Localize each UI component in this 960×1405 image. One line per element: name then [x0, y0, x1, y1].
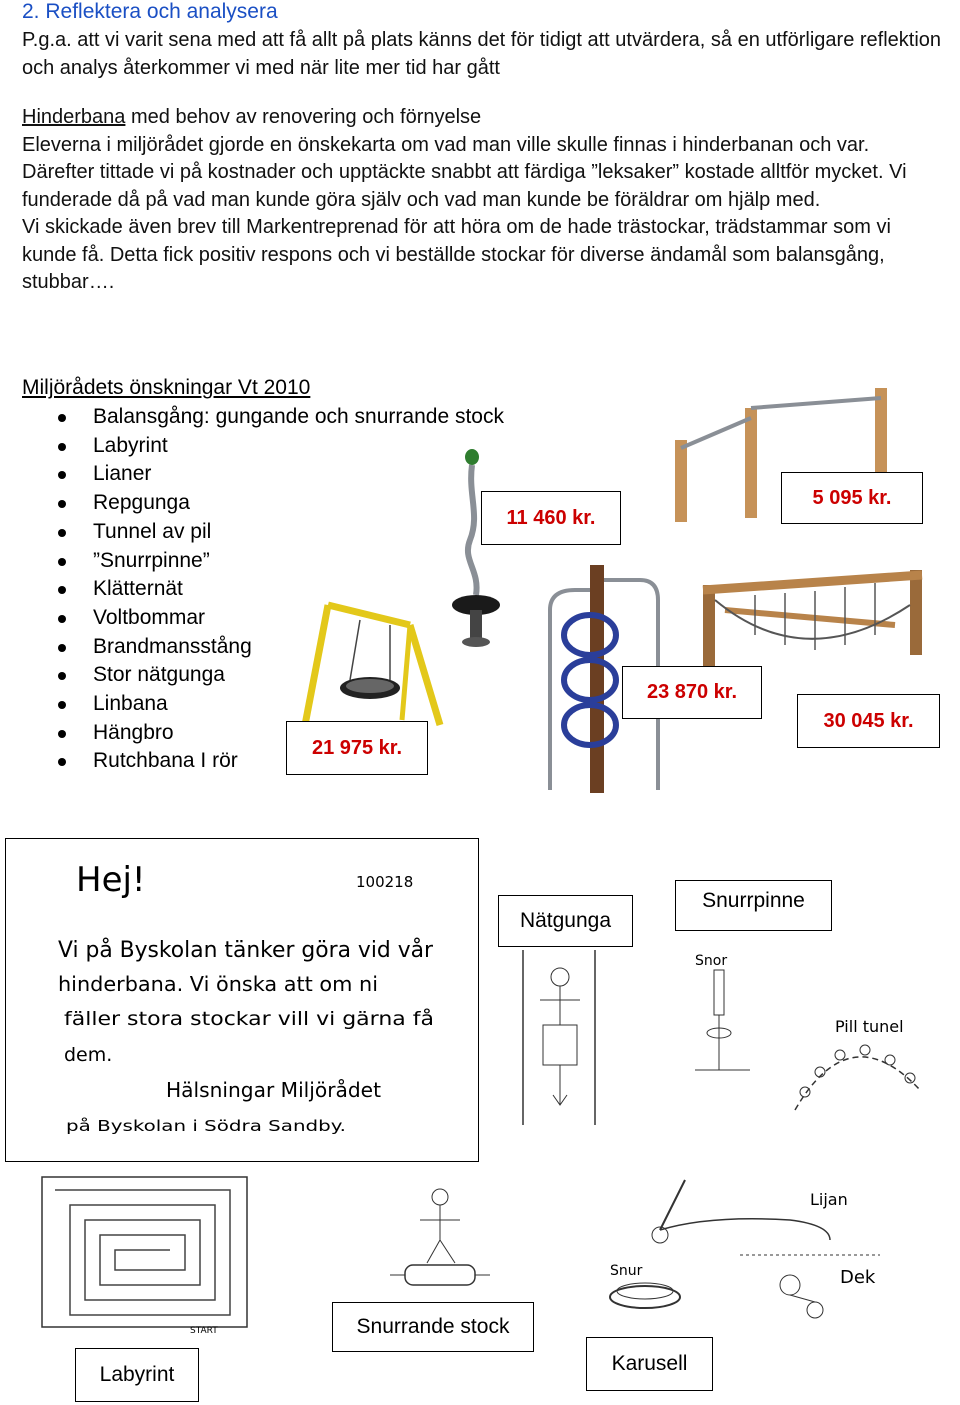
label-snurrande-stock: Snurrande stock	[332, 1302, 534, 1352]
price-tag-bridge: 30 045 kr.	[797, 694, 940, 748]
section-heading: 2. Reflektera och analysera	[22, 0, 278, 23]
price-tag-climbing: 23 870 kr.	[622, 666, 762, 719]
list-item: Klätternät	[55, 575, 504, 604]
snurrpinne-sketch	[690, 945, 760, 1080]
list-item: Rutchbana I rör	[55, 747, 504, 776]
list-item: Voltbommar	[55, 604, 504, 633]
rolling-log-sketch	[385, 1185, 495, 1300]
spinner-product-image	[440, 445, 520, 655]
body-sentence-5: Detta fick positiv respons och vi beställde stockar för diverse ändamål som balansgång, stubbar….	[22, 243, 885, 293]
list-item: Repgunga	[55, 489, 504, 518]
pill-tunnel-sketch	[780, 1010, 930, 1125]
letter-line-2: hinderbana. Vi önska att om ni	[58, 972, 378, 996]
wishlist-title: Miljörådets önskningar Vt 2010	[22, 376, 311, 399]
list-item: Stor nätgunga	[55, 661, 504, 690]
label-karusell: Karusell	[586, 1337, 713, 1391]
body-paragraph-1	[22, 132, 942, 215]
liana-carousel-sketch	[590, 1175, 930, 1335]
list-item: Tunnel av pil	[55, 518, 504, 547]
list-item: Brandmansstång	[55, 633, 504, 662]
body-sentence-4: Vi skickade även brev till Markentreprenad för att höra om de hade trästockar, trädstammar som vi kunde få.	[22, 216, 891, 266]
label-natgunga: Nätgunga	[498, 895, 633, 947]
price-tag-pullup: 5 095 kr.	[781, 472, 923, 524]
hinderbana-underlined: Hinderbana	[22, 106, 126, 128]
list-item: Hängbro	[55, 719, 504, 748]
list-item: Labyrint	[55, 432, 504, 461]
hinderbana-line	[22, 104, 942, 132]
list-item: Lianer	[55, 460, 504, 489]
letter-date: 100218	[356, 873, 414, 891]
body-paragraph-2	[22, 214, 942, 297]
letter-greeting: Hej!	[76, 860, 146, 900]
price-tag-spinner: 11 460 kr.	[481, 491, 621, 545]
maze-sketch	[40, 1175, 250, 1335]
dek-text: Dek	[840, 1267, 876, 1288]
letter-handwriting	[6, 839, 478, 1161]
snor-text: Snor	[695, 953, 728, 969]
net-swing-sketch	[515, 945, 605, 1130]
hinderbana-rest: med behov av renovering och förnyelse	[125, 106, 482, 128]
label-snurrpinne: Snurrpinne	[675, 880, 832, 931]
body-sentence-2: Därefter tittade vi på kostnader och upptäckte snabbt att färdiga ”leksaker” kostade alltför mycket.	[22, 161, 884, 183]
list-item: ”Snurrpinne”	[55, 547, 504, 576]
letter-line-4: dem.	[64, 1044, 113, 1066]
snur-text: Snur	[610, 1263, 643, 1279]
body-sentence-1: Eleverna i miljörådet gjorde en önskekarta om vad man ville skulle finnas i hinderbanan och var.	[22, 133, 870, 156]
lijan-text: Lijan	[810, 1190, 848, 1209]
intro-text: P.g.a. att vi varit sena med att få allt på plats känns det för tidigt att utvärdera, så en utförligare reflektion och analys återkommer vi med när lite mer tid har gått	[22, 29, 942, 79]
start-text: START	[190, 1326, 218, 1335]
pilltunel-text: Pill tunel	[835, 1017, 904, 1036]
letter-signature: på Byskolan i Södra Sandby.	[66, 1117, 346, 1135]
list-item: Balansgång: gungande och snurrande stock	[55, 403, 504, 432]
letter-line-3: fäller stora stockar vill vi gärna få	[64, 1008, 384, 1030]
body-text	[22, 104, 942, 297]
label-labyrint: Labyrint	[75, 1348, 199, 1402]
letter-line-1: Vi på Byskolan tänker göra vid vår	[58, 938, 436, 963]
letter-closing: Hälsningar Miljörådet	[166, 1078, 382, 1102]
body-sentence-3: Vi funderade då på vad man kunde göra själv och vad man kunde be föräldrar om hjälp med.	[22, 161, 907, 211]
handwritten-letter	[5, 838, 479, 1162]
intro-paragraph	[22, 27, 942, 82]
price-tag-swing: 21 975 kr.	[286, 721, 428, 775]
list-item: Linbana	[55, 690, 504, 719]
nest-swing-product-image	[290, 600, 450, 730]
